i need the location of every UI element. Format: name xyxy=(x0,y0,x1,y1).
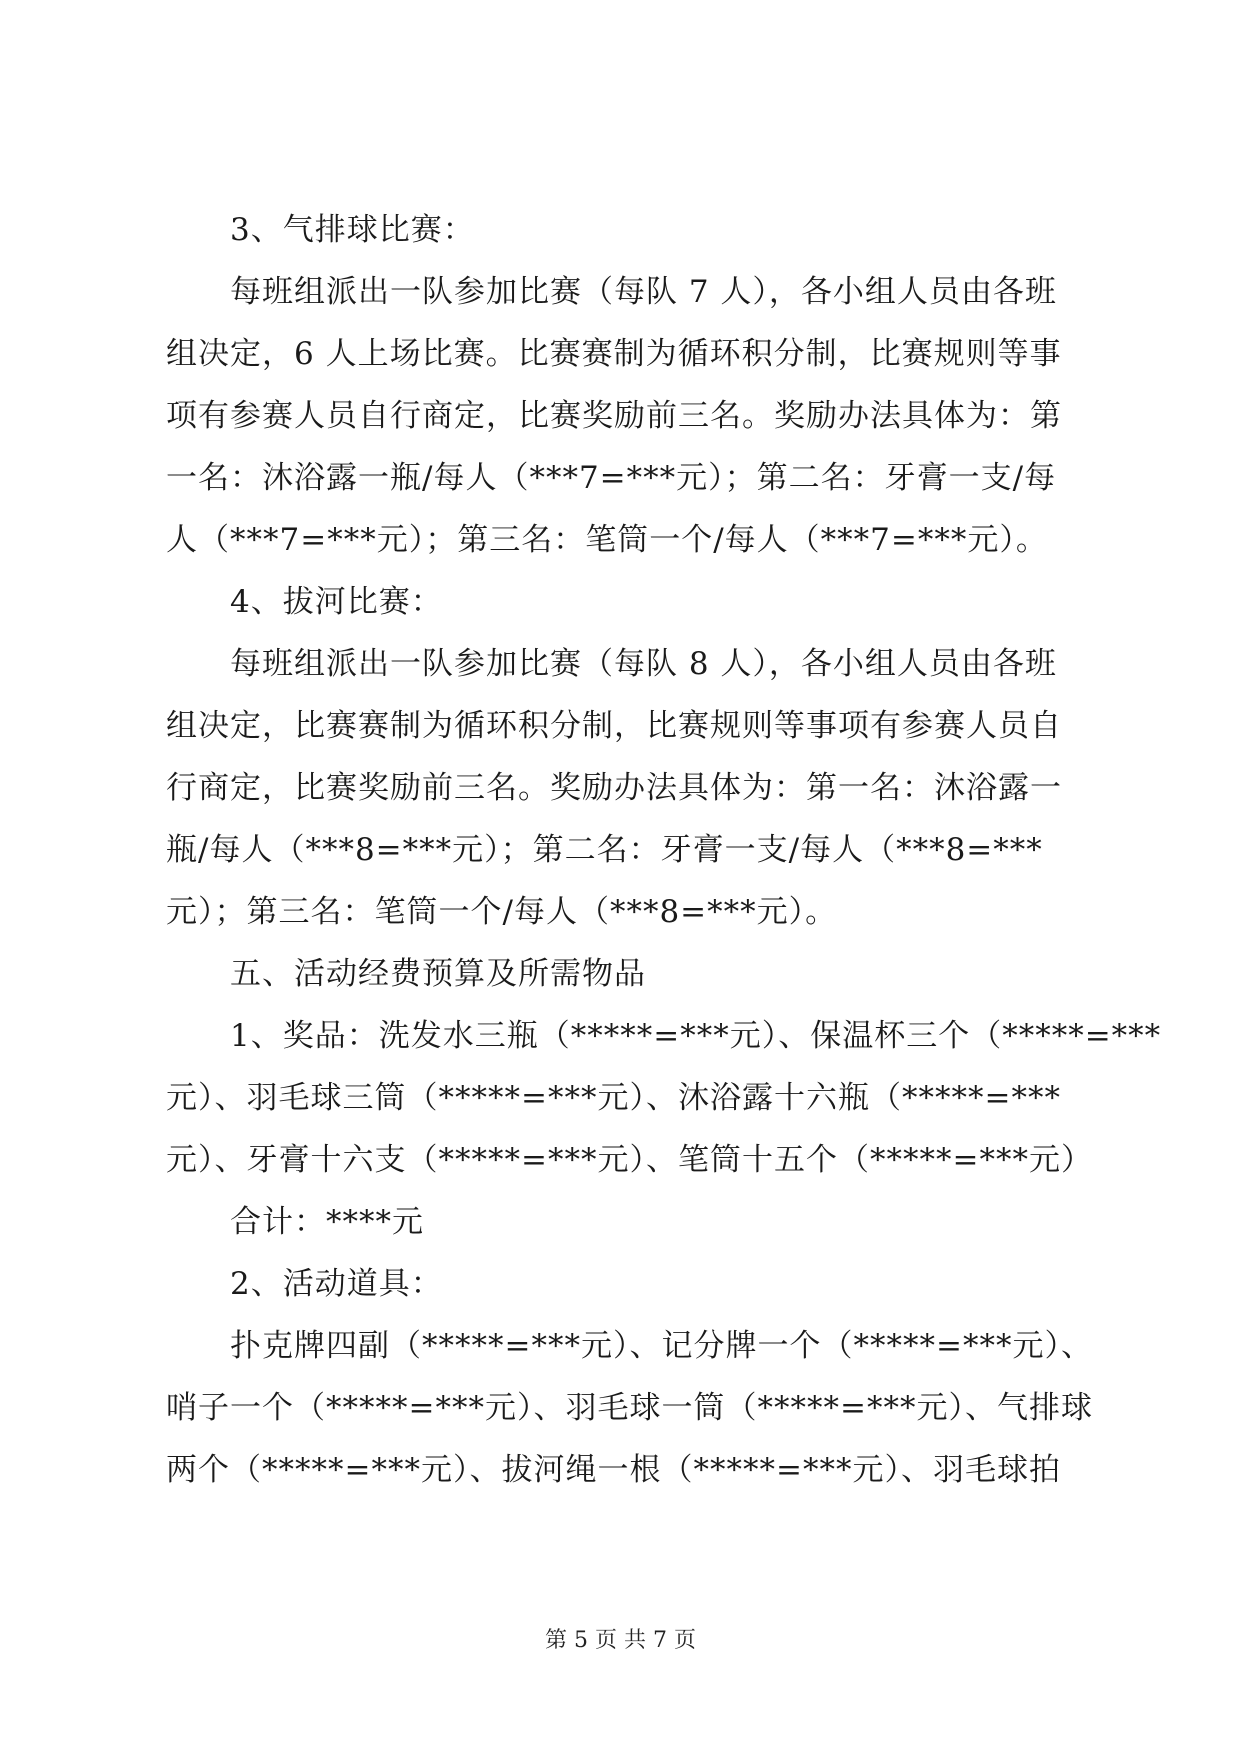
section-heading-budget: 五、活动经费预算及所需物品 xyxy=(230,956,646,992)
section-heading-props: 2、活动道具： xyxy=(230,1266,443,1302)
paragraph-line: 元）、牙膏十六支（*****=***元）、笔筒十五个（*****=***元） xyxy=(166,1142,1093,1178)
paragraph-line: 1、奖品：洗发水三瓶（*****=***元）、保温杯三个（*****=*** xyxy=(230,1018,1162,1054)
paragraph-line: 项有参赛人员自行商定，比赛奖励前三名。奖励办法具体为：第 xyxy=(166,398,1062,434)
total-line: 合计：****元 xyxy=(230,1204,424,1240)
paragraph-line: 元）；第三名：笔筒一个/每人（***8=***元）。 xyxy=(166,894,838,930)
section-heading-tug-of-war: 4、拔河比赛： xyxy=(230,584,443,620)
paragraph-line: 一名：沐浴露一瓶/每人（***7=***元）；第二名：牙膏一支/每 xyxy=(166,460,1057,496)
paragraph-line: 行商定，比赛奖励前三名。奖励办法具体为：第一名：沐浴露一 xyxy=(166,770,1062,806)
paragraph-line: 哨子一个（*****=***元）、羽毛球一筒（*****=***元）、气排球 xyxy=(166,1390,1093,1426)
page-number-footer: 第 5 页 共 7 页 xyxy=(545,1628,696,1653)
paragraph-line: 扑克牌四副（*****=***元）、记分牌一个（*****=***元）、 xyxy=(230,1328,1093,1364)
paragraph-line: 组决定，6 人上场比赛。比赛赛制为循环积分制，比赛规则等事 xyxy=(166,336,1062,372)
paragraph-line: 两个（*****=***元）、拔河绳一根（*****=***元）、羽毛球拍 xyxy=(166,1452,1061,1488)
paragraph-line: 元）、羽毛球三筒（*****=***元）、沐浴露十六瓶（*****=*** xyxy=(166,1080,1061,1116)
paragraph-line: 人（***7=***元）；第三名：笔筒一个/每人（***7=***元）。 xyxy=(166,522,1048,558)
paragraph-line: 组决定，比赛赛制为循环积分制，比赛规则等事项有参赛人员自 xyxy=(166,708,1062,744)
paragraph-line: 每班组派出一队参加比赛（每队 8 人），各小组人员由各班 xyxy=(230,646,1057,682)
paragraph-line: 瓶/每人（***8=***元）；第二名：牙膏一支/每人（***8=*** xyxy=(166,832,1043,868)
section-heading-volleyball: 3、气排球比赛： xyxy=(230,212,475,248)
paragraph-line: 每班组派出一队参加比赛（每队 7 人），各小组人员由各班 xyxy=(230,274,1057,310)
